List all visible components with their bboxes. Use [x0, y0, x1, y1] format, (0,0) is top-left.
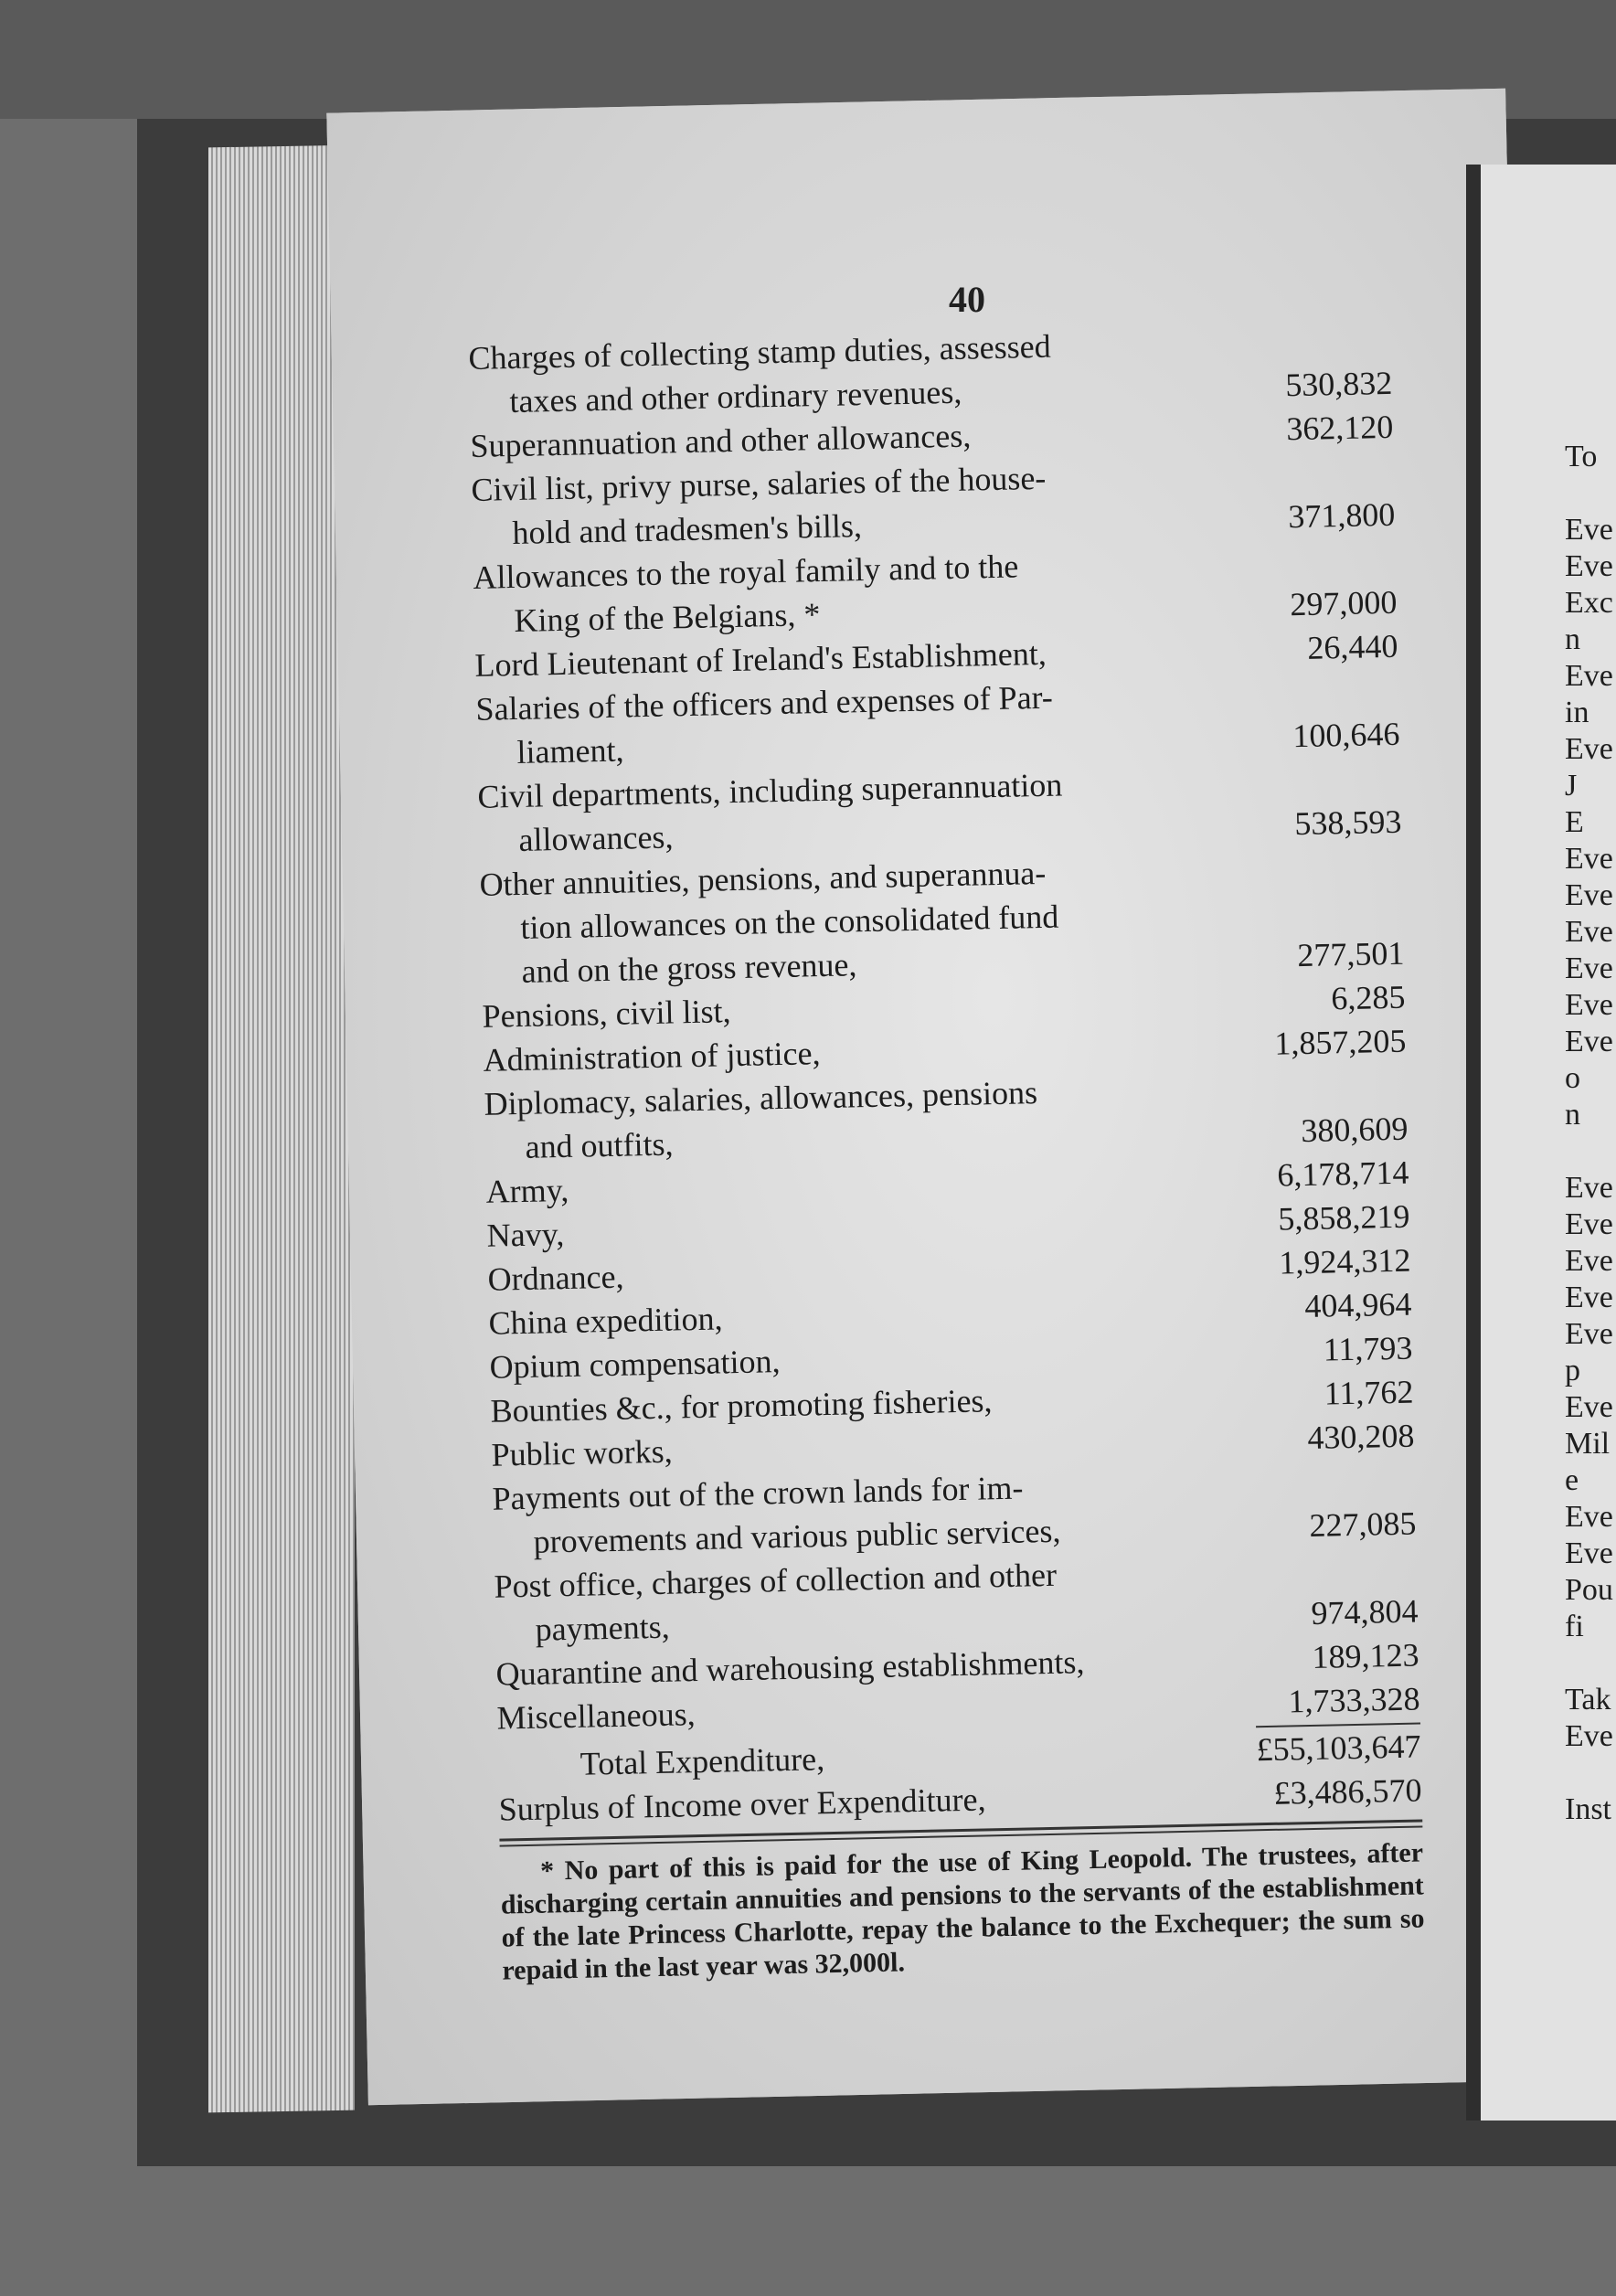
ledger-row-amount: 1,857,205 — [1273, 1022, 1407, 1062]
ledger-row-label — [494, 1548, 1254, 1652]
ledger-row-line: Post office, charges of collection and other — [494, 1556, 1058, 1605]
right-page-fragment: in — [1565, 696, 1589, 729]
right-page-fragment: o — [1565, 1061, 1580, 1095]
right-page-fragment: Mil — [1565, 1427, 1611, 1461]
ledger-row-line: Quarantine and warehousing establishments, — [495, 1643, 1085, 1693]
ledger-row-amount: 227,085 — [1309, 1504, 1417, 1545]
ledger-row-line: Payments out of the crown lands for im- — [492, 1469, 1024, 1517]
ledger-row-amount: 404,964 — [1304, 1285, 1412, 1325]
ledger-row-label — [471, 452, 1231, 556]
ledger-row-amount: 430,208 — [1307, 1417, 1415, 1457]
right-page-fragment: Eve — [1565, 1025, 1613, 1058]
right-page-fragment: J — [1565, 769, 1578, 803]
right-page-fragment — [1565, 1645, 1616, 1682]
right-page-fragment: Eve — [1565, 732, 1613, 766]
ledger-row-line: Opium compensation, — [489, 1343, 781, 1386]
ledger-row-amount: 538,593 — [1293, 803, 1402, 843]
right-page-fragment: n — [1565, 1098, 1580, 1132]
ledger-row-line: Salaries of the officers and expenses of Par- — [475, 678, 1054, 728]
right-page-fragment: Eve — [1565, 1244, 1613, 1278]
right-page-fragment: Eve — [1565, 659, 1613, 693]
ledger-row-line: Army, — [485, 1171, 569, 1210]
ledger-row-label — [475, 672, 1236, 775]
footnote — [500, 1836, 1426, 1987]
right-page-fragment: fi — [1565, 1610, 1584, 1643]
ledger-row-amount: 277,501 — [1296, 934, 1405, 974]
total-amount: £55,103,647 — [1256, 1727, 1421, 1769]
ledger-row-line: China expedition, — [488, 1300, 723, 1342]
ledger-row-amount: 6,285 — [1330, 978, 1406, 1017]
right-page-fragment — [1565, 1755, 1616, 1791]
right-page-fragment: To — [1565, 440, 1598, 473]
ledger-row-line: provements and various public services, — [533, 1512, 1061, 1560]
ledger-row-line: tion allowances on the consolidated fund — [520, 898, 1059, 946]
ledger-row-amount: 974,804 — [1311, 1592, 1419, 1632]
ledger-row-line: Lord Lieutenant of Ireland's Establishment, — [474, 634, 1047, 684]
ledger-rows — [468, 317, 1420, 1740]
right-page-fragment: Eve — [1565, 915, 1613, 949]
right-page-fragment: n — [1565, 622, 1580, 656]
ledger-row-line: Allowances to the royal family and to the — [473, 547, 1019, 596]
right-page-fragment: Exc — [1565, 586, 1613, 620]
right-page-fragment — [1565, 475, 1616, 512]
right-page-fragment: Eve — [1565, 549, 1613, 583]
ledger-row-amount: 371,800 — [1287, 495, 1396, 536]
right-page-fragment — [1565, 1133, 1616, 1170]
right-page-fragment: Eve — [1565, 842, 1613, 876]
ledger-row-line: Civil list, privy purse, salaries of the house- — [471, 459, 1047, 508]
ledger-row-line: allowances, — [518, 818, 674, 858]
ledger-row-label — [477, 760, 1238, 863]
ledger-row-line: and on the gross revenue, — [521, 946, 857, 990]
ledger-row-label — [473, 540, 1233, 643]
ledger-row-label — [479, 846, 1240, 994]
right-page-fragment: Tak — [1565, 1683, 1611, 1717]
ledger-row-amount: 11,762 — [1324, 1373, 1414, 1412]
ledger-row-line: liament, — [516, 731, 624, 771]
ledger-row-line: Miscellaneous, — [496, 1695, 696, 1737]
ledger-row-line: Civil departments, including superannuation — [477, 766, 1063, 815]
right-page-fragment: p — [1565, 1354, 1580, 1387]
ledger-row-line: Superannuation and other allowances, — [470, 417, 972, 464]
ledger-row-line: taxes and other ordinary revenues, — [509, 373, 962, 420]
right-page-fragment: Eve — [1565, 513, 1613, 547]
ledger-row-line: Public works, — [491, 1432, 674, 1473]
ledger-row-line: and outfits, — [525, 1125, 674, 1165]
ledger-row-line: hold and tradesmen's bills, — [512, 507, 863, 552]
ledger-row-label — [492, 1461, 1252, 1564]
footnote-text: * No part of this is paid for the use of King Leopold. The trustees, after discharging certain annuities and pensions to the servants of the establishment of the late Princess Charlotte, repay the balance to the Exchequer; the sum so repaid in the last year was 32,000l. — [500, 1837, 1425, 1986]
ledger-row-amount: 297,000 — [1289, 583, 1398, 623]
ledger-row-line: Bounties &c., for promoting fisheries, — [490, 1382, 993, 1430]
ledger-row-amount: 362,120 — [1285, 408, 1394, 448]
surplus-amount: £3,486,570 — [1273, 1771, 1422, 1812]
ledger-row-amount: 26,440 — [1306, 627, 1398, 666]
ledger-row — [479, 844, 1405, 994]
right-page-fragment: Inst — [1565, 1792, 1611, 1826]
ledger-row-line: payments, — [535, 1608, 671, 1648]
ledger-row-line: King of the Belgians, * — [514, 595, 821, 640]
right-page-fragment: Eve — [1565, 1207, 1613, 1241]
ledger-row-amount: 6,178,714 — [1276, 1153, 1409, 1194]
right-page-fragment: Eve — [1565, 1500, 1613, 1534]
ledger-row-line: Charges of collecting stamp duties, assessed — [468, 327, 1052, 377]
right-page-fragment: Eve — [1565, 1719, 1613, 1753]
ledger-row-amount: 100,646 — [1292, 715, 1400, 755]
right-page-fragment: Eve — [1565, 988, 1613, 1022]
ledger-row-line: Ordnance, — [487, 1258, 624, 1298]
page-number: 40 — [949, 279, 985, 320]
ledger-row-label — [468, 321, 1228, 424]
right-page-fragment: e — [1565, 1463, 1579, 1497]
right-page-fragment: E — [1565, 805, 1584, 839]
right-page-fragment: Eve — [1565, 1281, 1613, 1314]
ledger-row-amount: 11,793 — [1323, 1329, 1413, 1368]
right-page-text — [1565, 439, 1616, 1828]
total-label: Total Expenditure, — [579, 1740, 825, 1782]
right-page-fragment: Eve — [1565, 1390, 1613, 1424]
right-page-fragment: Eve — [1565, 878, 1613, 912]
ledger-row-line: Pensions, civil list, — [482, 993, 731, 1035]
ledger-row-line: Navy, — [486, 1216, 565, 1254]
ledger-row-amount: 189,123 — [1312, 1636, 1419, 1675]
ledger-row-amount: 5,858,219 — [1277, 1197, 1410, 1238]
ledger-row-amount: 1,924,312 — [1279, 1241, 1411, 1281]
ledger-row-line: Other annuities, pensions, and superannua- — [479, 854, 1047, 903]
right-page-fragment: Eve — [1565, 1536, 1613, 1570]
ledger-row-amount: 1,733,328 — [1288, 1680, 1420, 1720]
right-page-fragment: Pou — [1565, 1573, 1613, 1607]
surplus-label: Surplus of Income over Expenditure, — [498, 1780, 986, 1828]
ledger-row-amount: 380,609 — [1300, 1110, 1409, 1150]
ledger-row-label — [484, 1066, 1244, 1169]
right-page-fragment: Eve — [1565, 1171, 1613, 1205]
right-page-fragment: Eve — [1565, 951, 1613, 985]
right-page-fragment: Eve — [1565, 1317, 1613, 1351]
ledger-row-amount: 530,832 — [1284, 364, 1393, 404]
ledger-row-line: Administration of justice, — [483, 1035, 821, 1079]
ledger-row-line: Diplomacy, salaries, allowances, pensions — [484, 1074, 1038, 1122]
expenditure-ledger — [468, 317, 1426, 1988]
